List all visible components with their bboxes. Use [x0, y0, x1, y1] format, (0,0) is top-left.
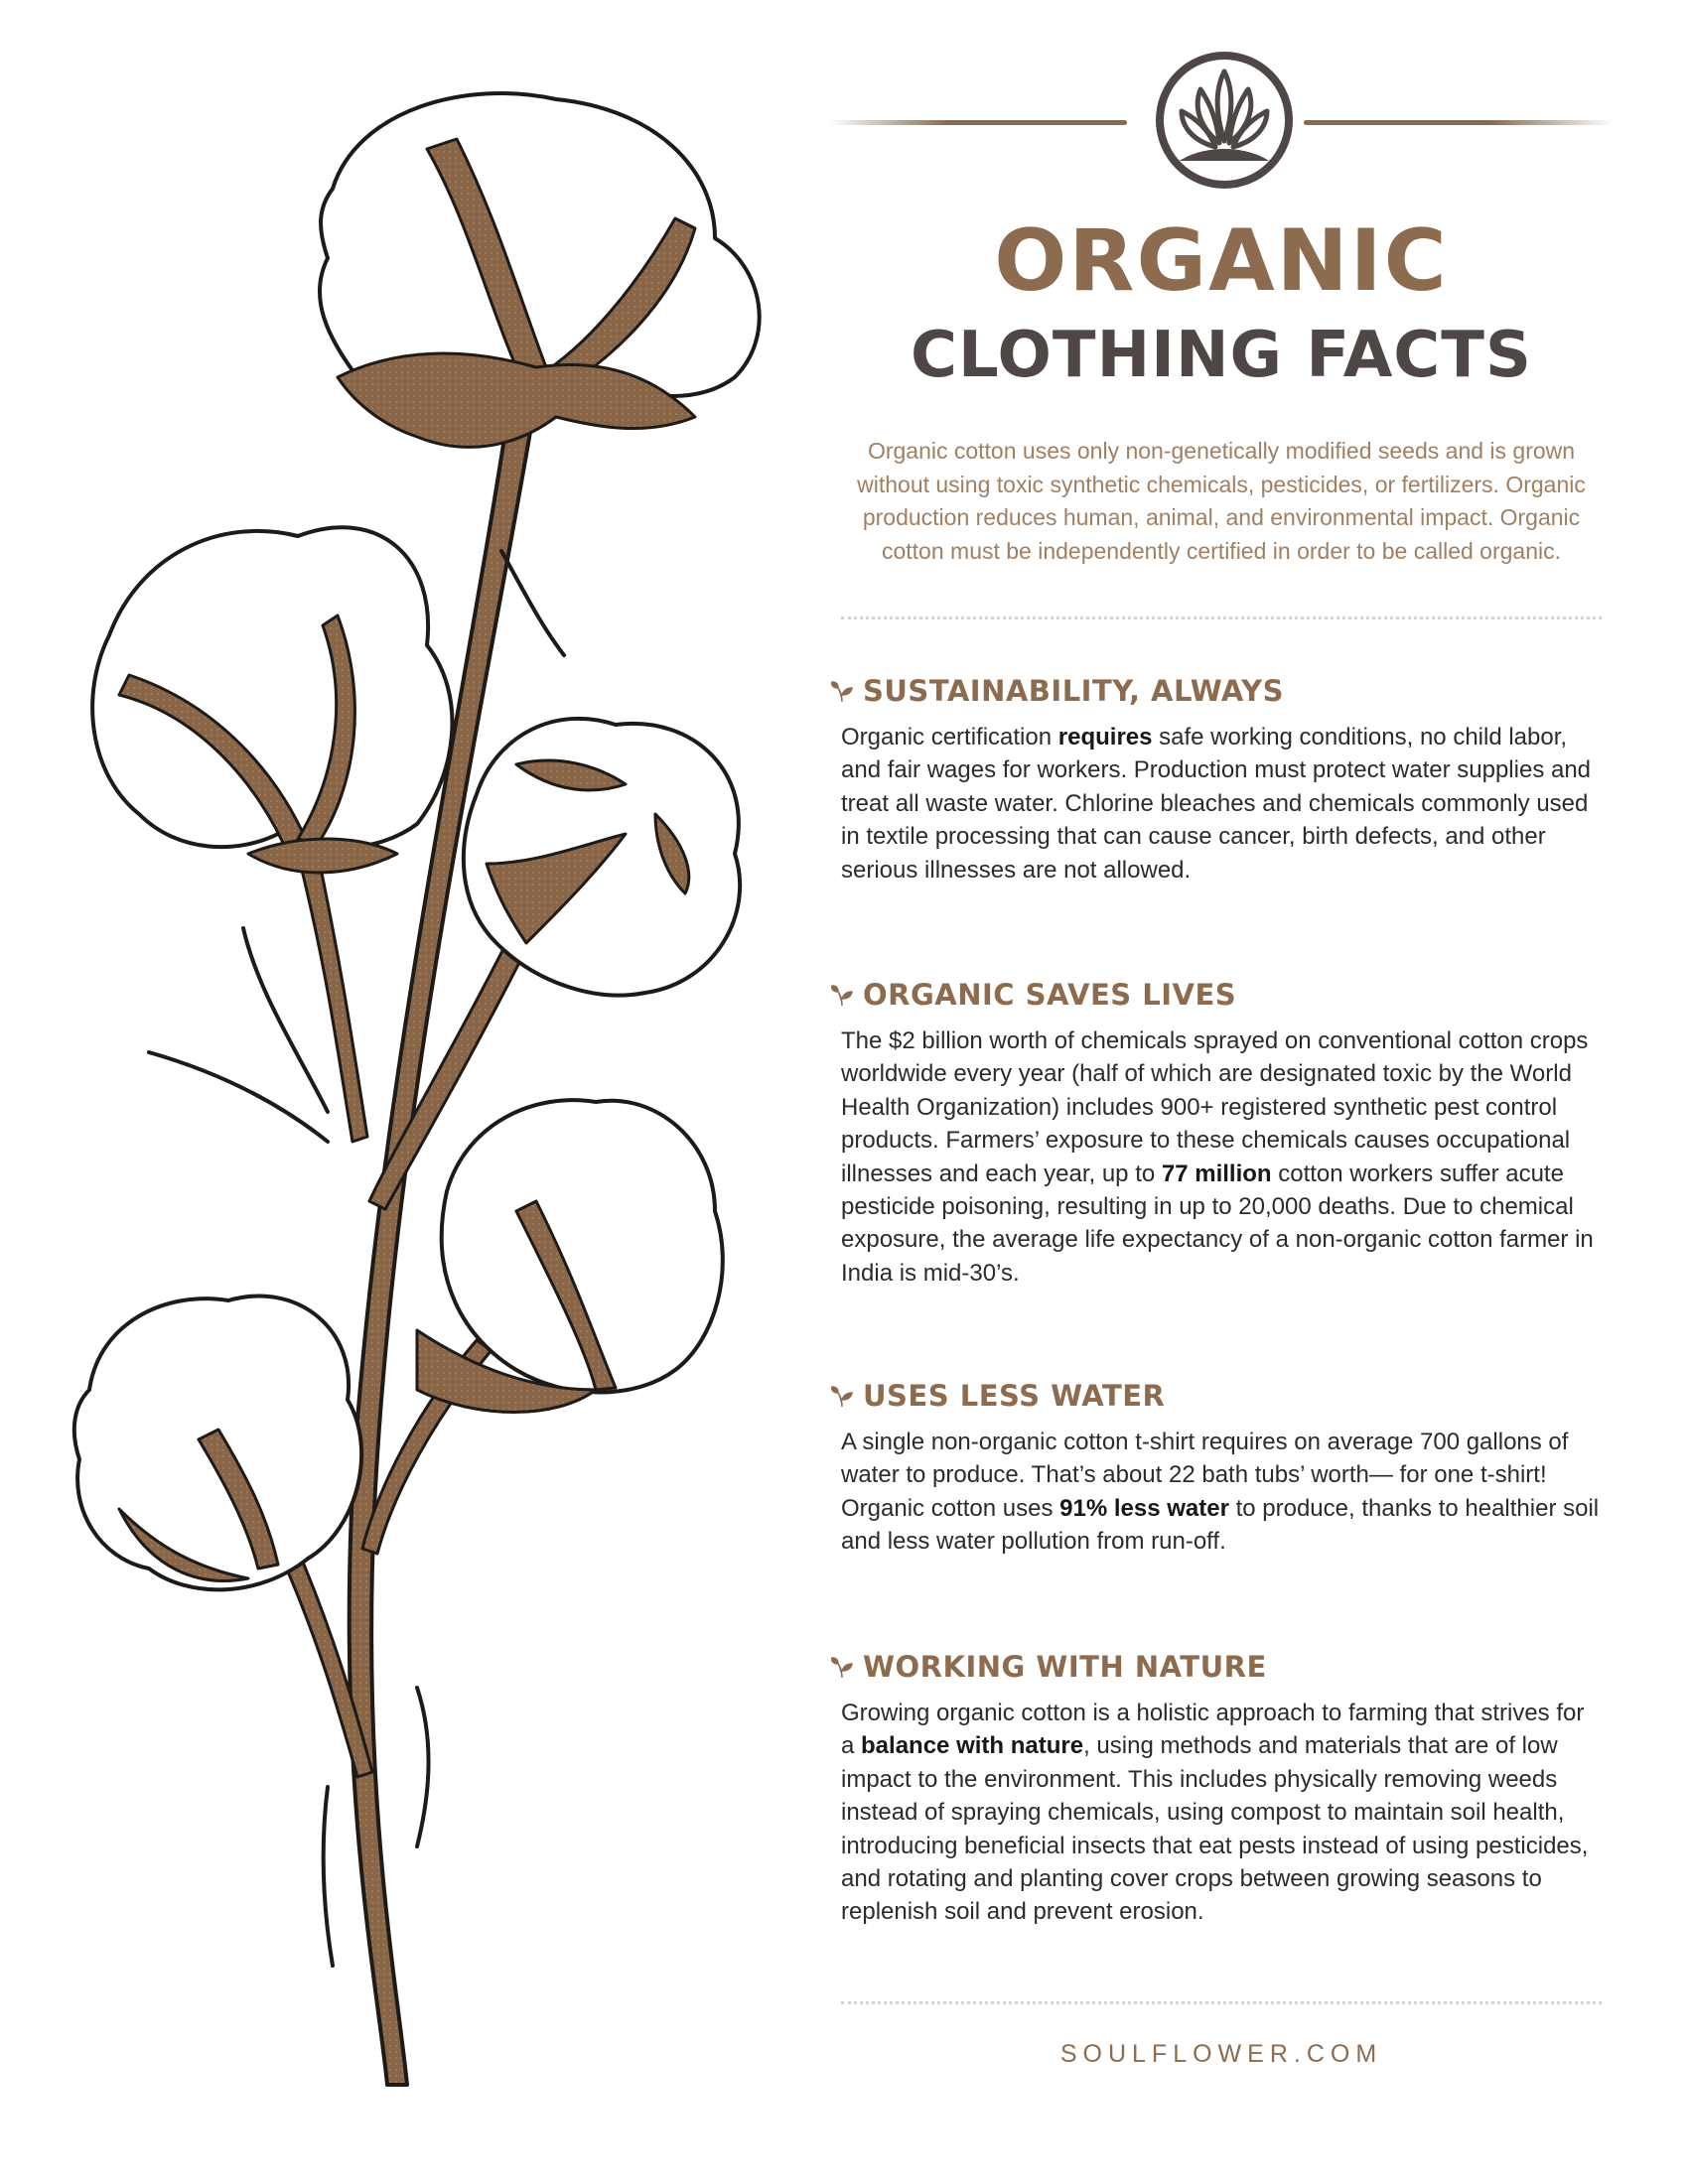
- dotted-divider: [841, 616, 1602, 619]
- section-less-water: [829, 1376, 1614, 1559]
- section-title: SUSTAINABILITY, ALWAYS: [863, 674, 1284, 708]
- footer-website: SOULFLOWER.COM: [1059, 2040, 1383, 2068]
- leaf-sprout-icon: [829, 1383, 855, 1409]
- section-title: USES LESS WATER: [863, 1379, 1166, 1413]
- section-body: Organic certification requires safe working conditions, no child labor, and fair wages for workers. Production must protect water supplies and treat all waste water. Chlorine bleaches and chemicals commonly used in textile processing that can cause cancer, birth defects, and other serious illnesses are not allowed.: [841, 724, 1592, 884]
- leaf-sprout-icon: [829, 1654, 855, 1680]
- section-body: Growing organic cotton is a holistic approach to farming that strives for a balance with nature, using methods and materials that are of low impact to the environment. This includes physically removing weeds instead of spraying chemicals, using compost to maintain soil health, introducing beneficial insects that eat pests instead of using pesticides, and rotating and planting cover crops between growing seasons to replenish soil and prevent erosion.: [841, 1700, 1589, 1926]
- section-sustainability: [829, 671, 1614, 887]
- dotted-divider: [841, 2001, 1602, 2004]
- section-saves-lives: [829, 975, 1614, 1290]
- emphasis-text: 91% less water: [1059, 1494, 1229, 1522]
- title-clothing-facts: CLOTHING FACTS: [911, 319, 1532, 392]
- emphasis-text: requires: [1057, 724, 1153, 751]
- header-rule-right: [1304, 120, 1614, 125]
- section-title: ORGANIC SAVES LIVES: [863, 978, 1237, 1012]
- title-organic: ORGANIC: [994, 211, 1449, 311]
- leaf-sprout-icon: [829, 678, 855, 704]
- emphasis-text: 77 million: [1161, 1160, 1272, 1187]
- header-rule-left: [829, 120, 1127, 125]
- section-working-with-nature: [829, 1647, 1614, 1929]
- emphasis-text: balance with nature: [861, 1732, 1084, 1760]
- lotus-leaf-logo-icon: [1154, 50, 1295, 191]
- leaf-sprout-icon: [829, 982, 855, 1008]
- section-title: WORKING WITH NATURE: [863, 1650, 1267, 1684]
- content-column: [829, 0, 1614, 2184]
- section-body: A single non-organic cotton t-shirt requires on average 700 gallons of water to produce. That’s about 22 bath tubs’ worth— for one t-shirt! Organic cotton uses 91% less water to produce, thanks to healthier soil and less water pollution from run-off.: [841, 1429, 1600, 1556]
- intro-paragraph: Organic cotton uses only non-genetically modified seeds and is grown without using toxic synthetic chemicals, pesticides, or fertilizers. Organic production reduces human, animal, and environmental impact. Organic cotton must be independently certified in order to be called organic.: [857, 438, 1586, 564]
- section-body: The $2 billion worth of chemicals sprayed on conventional cotton crops worldwide every year (half of which are designated toxic by the World Health Organization) includes 900+ registered synthetic pest control products. Farmers’ exposure to these chemicals causes occupational illnesses and each year, up to 77 million cotton workers suffer acute pesticide poisoning, resulting in up to 20,000 deaths. Due to chemical exposure, the average life expectancy of a non-organic cotton farmer in India is mid-30’s.: [841, 1027, 1594, 1287]
- cotton-plant-illustration: [0, 0, 814, 2184]
